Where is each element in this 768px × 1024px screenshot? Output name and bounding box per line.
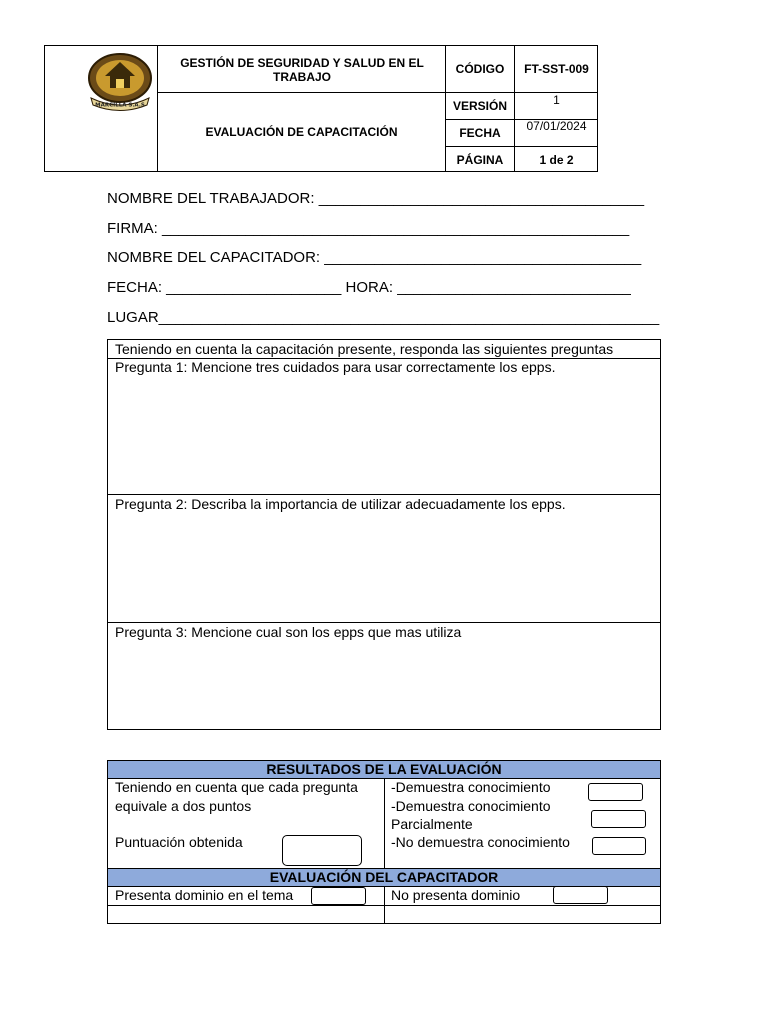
- company-logo: [83, 50, 157, 114]
- codigo-value: FT-SST-009: [524, 62, 589, 76]
- worker-name-line: NOMBRE DEL TRABAJADOR: _______________________________________: [107, 190, 645, 207]
- checkbox-domain-no[interactable]: [553, 886, 608, 904]
- results-table: [107, 760, 661, 924]
- company-logo-icon: [83, 50, 157, 114]
- checkbox-partial-knowledge[interactable]: [591, 810, 646, 828]
- checkbox-domain-yes[interactable]: [311, 887, 366, 905]
- results-note-line2: equivale a dos puntos: [115, 798, 252, 814]
- document-subtitle: EVALUACIÓN DE CAPACITACIÓN: [205, 125, 398, 139]
- question-3: Pregunta 3: Mencione cual son los epps que mas utiliza: [115, 624, 462, 640]
- pagina-value: 1 de 2: [539, 152, 574, 167]
- divider: [108, 905, 660, 906]
- trainer-name-line: NOMBRE DEL CAPACITADOR: ______________________________________: [107, 249, 642, 266]
- fecha-value: 07/01/2024: [526, 119, 587, 133]
- checkbox-demonstrates-knowledge[interactable]: [588, 783, 643, 801]
- domain-no-label: No presenta dominio: [391, 887, 521, 903]
- option-demonstrates-knowledge: -Demuestra conocimiento: [391, 779, 551, 795]
- domain-yes-label: Presenta dominio en el tema: [115, 887, 294, 903]
- trainer-evaluation-heading: EVALUACIÓN DEL CAPACITADOR: [108, 868, 660, 887]
- score-field[interactable]: [282, 835, 362, 866]
- results-note-line1: Teniendo en cuenta que cada pregunta: [115, 779, 358, 795]
- header-title: GESTIÓN DE SEGURIDAD Y SALUD EN EL TRABAJO: [180, 56, 424, 84]
- results-heading: RESULTADOS DE LA EVALUACIÓN: [108, 760, 660, 779]
- place-line: LUGAR____________________________________________________________: [107, 309, 660, 326]
- fecha-label: FECHA: [459, 126, 501, 140]
- version-value: 1: [553, 93, 560, 107]
- pagina-label: PÁGINA: [456, 152, 504, 167]
- question-2: Pregunta 2: Describa la importancia de utilizar adecuadamente los epps.: [115, 496, 566, 512]
- divider: [384, 778, 385, 868]
- date-time-line: FECHA: _____________________ HORA: ____________________________: [107, 279, 631, 296]
- option-partial-knowledge: -Demuestra conocimiento: [391, 798, 551, 814]
- signature-line: FIRMA: ________________________________________________________: [107, 220, 630, 237]
- question-1: Pregunta 1: Mencione tres cuidados para usar correctamente los epps.: [115, 359, 556, 375]
- codigo-label: CÓDIGO: [455, 62, 505, 76]
- option-no-knowledge: -No demuestra conocimiento: [391, 834, 570, 850]
- divider: [108, 494, 660, 495]
- questions-box: [107, 339, 661, 730]
- divider: [108, 622, 660, 623]
- option-partial-knowledge-2: Parcialmente: [391, 816, 473, 832]
- version-label: VERSIÓN: [452, 99, 507, 113]
- questions-intro: Teniendo en cuenta la capacitación presente, responda las siguientes preguntas: [115, 341, 614, 357]
- checkbox-no-knowledge[interactable]: [592, 837, 646, 855]
- svg-text:MARCILLA S.A.S: MARCILLA S.A.S: [95, 102, 145, 109]
- score-label: Puntuación obtenida: [115, 834, 243, 850]
